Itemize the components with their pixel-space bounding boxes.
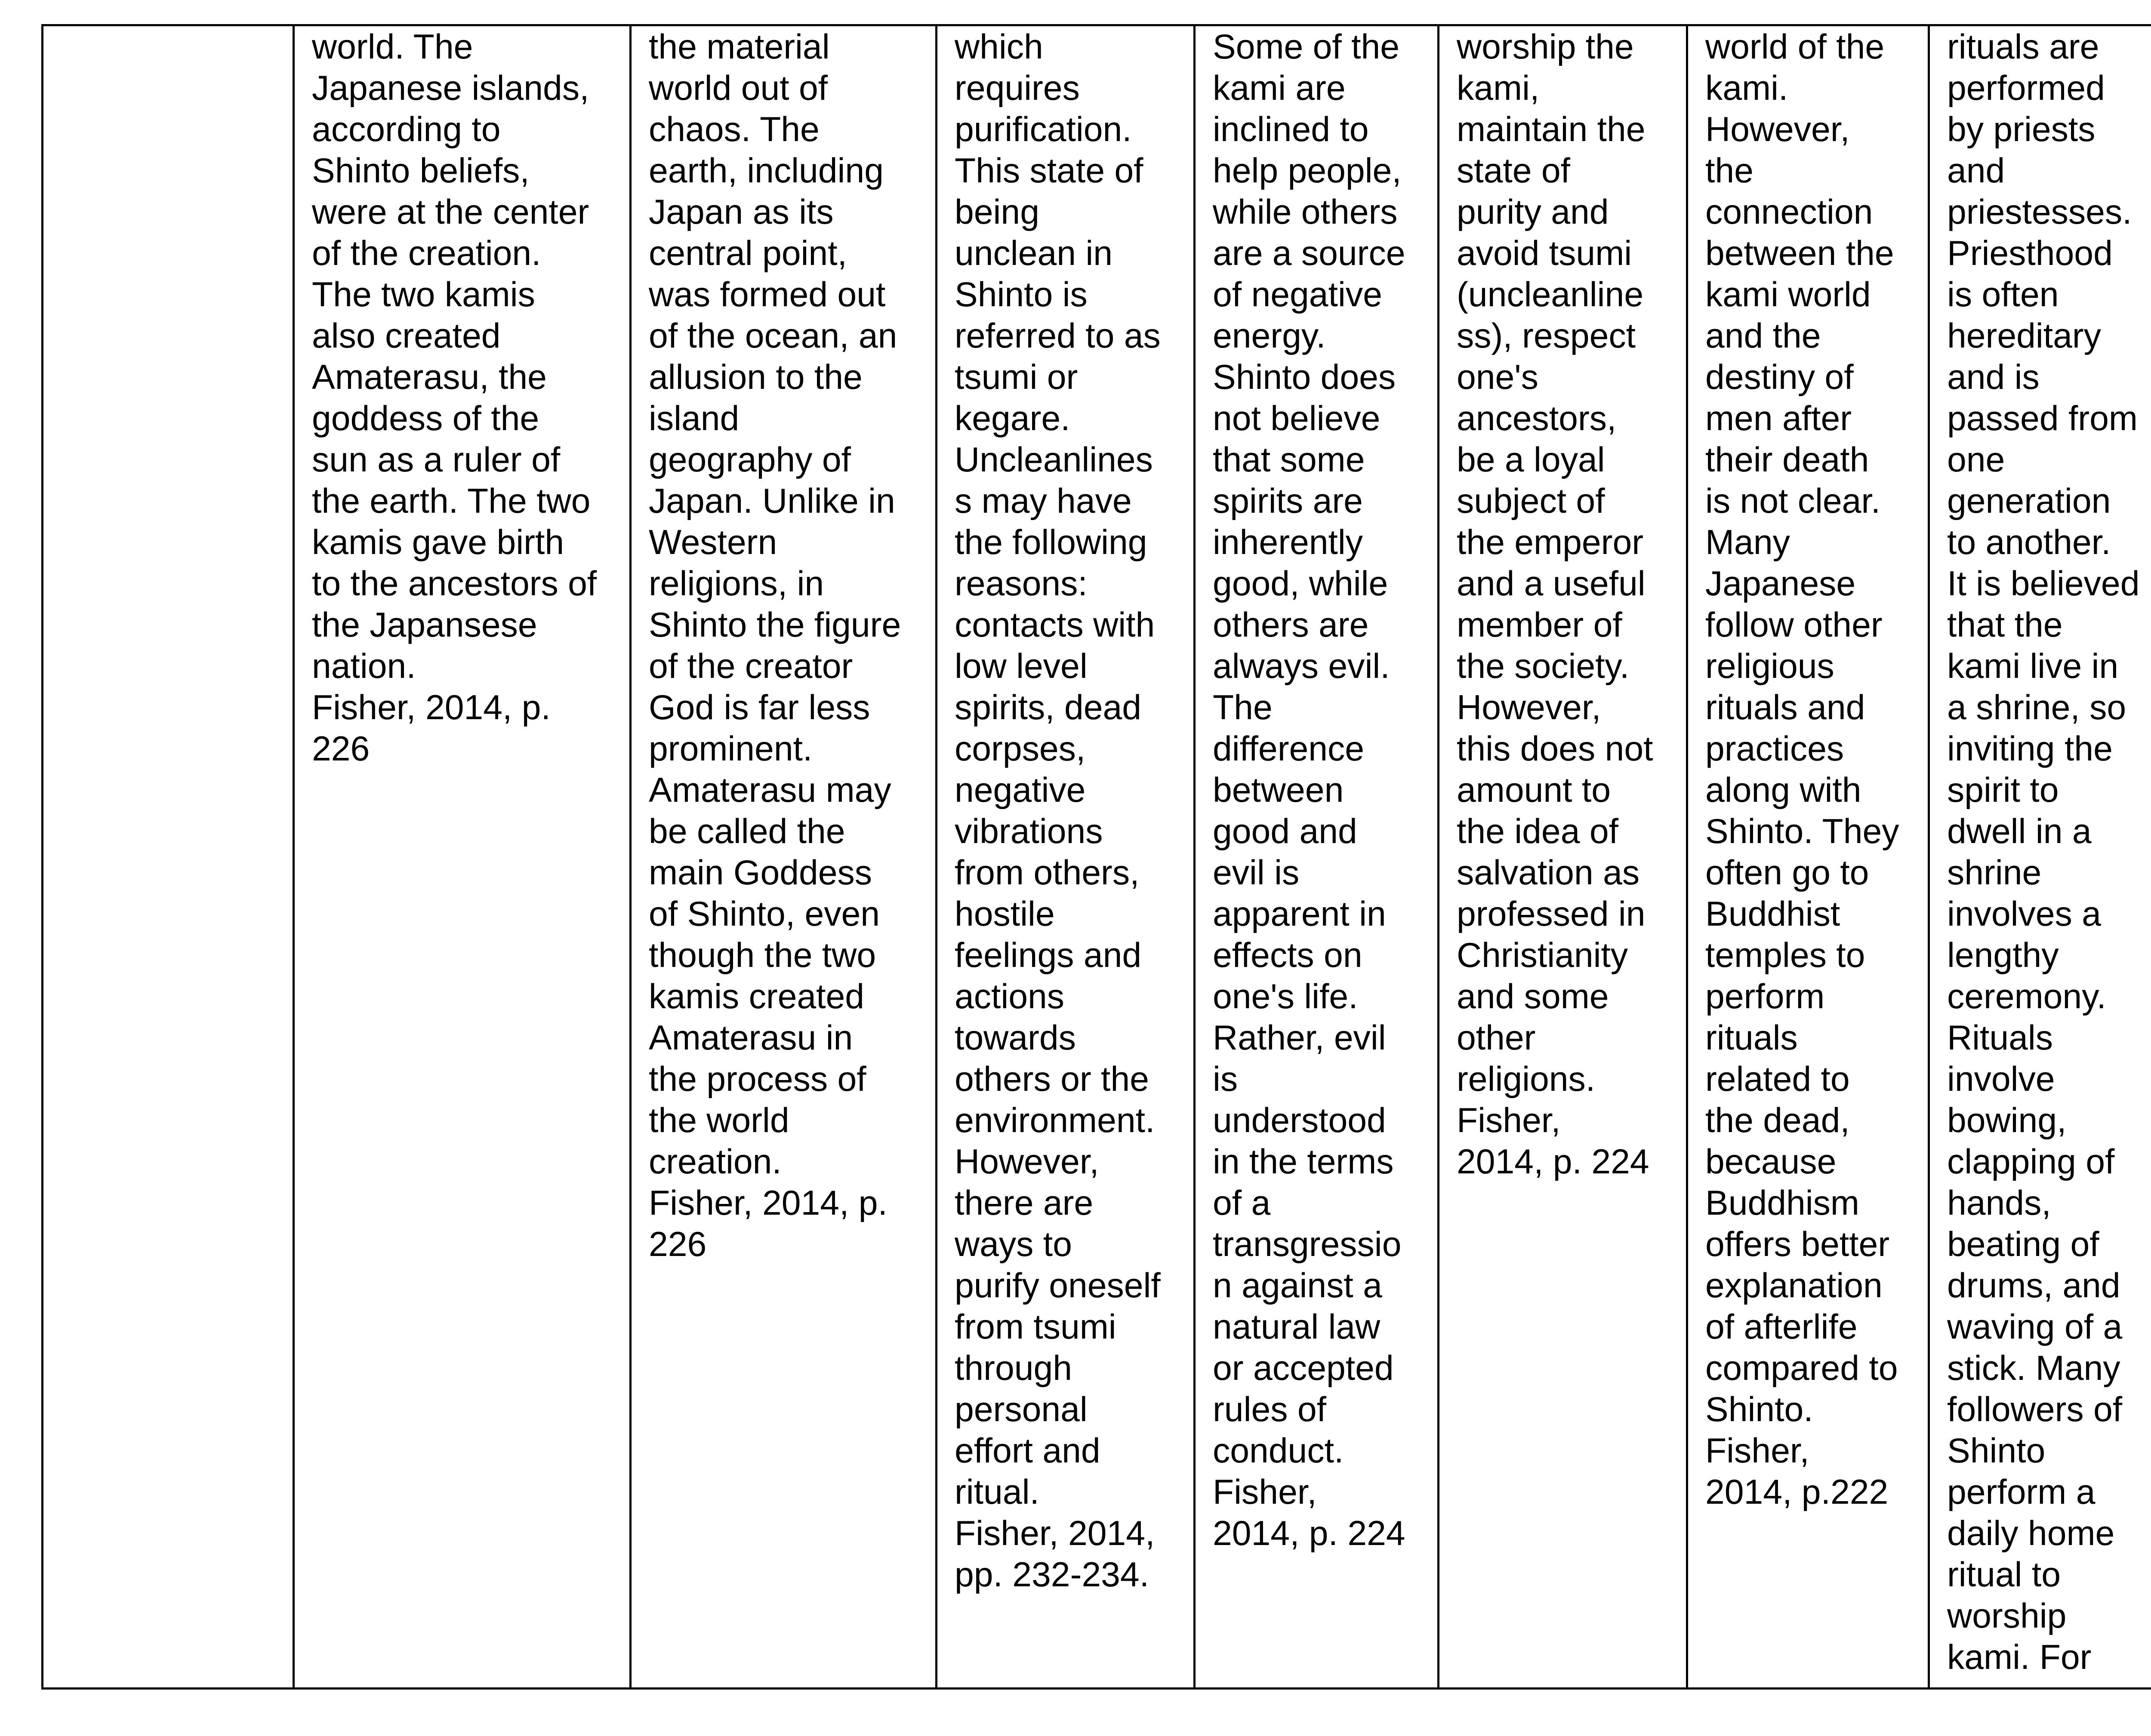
table-cell-col-8: rituals are performed by priests and priestesses. Priesthood is often hereditary and is passed from one generation to another. It is believed that the kami live in a shrine, so inviting the spirit to dwell in a shrine involves a lengthy ceremony. Rituals involve bowing, clapping of hands, beating of drums, and waving of a stick. Many followers of Shinto perform a daily home ritual to worship kami. For [1929,25,2151,1689]
table-cell-col-3: the material world out of chaos. The earth, including Japan as its central point, was formed out of the ocean, an allusion to the island geography of Japan. Unlike in Western religions, in Shinto the figure of the creator God is far less prominent. Amaterasu may be called the main Goddess of Shinto, even though the two kamis created Amaterasu in the process of the world creation. Fisher, 2014, p. 226 [631,25,937,1689]
table-cell-col-1 [43,25,294,1689]
table-row [43,25,2151,1689]
comparison-table [41,24,2151,1690]
table-cell-col-5: Some of the kami are inclined to help people, while others are a source of negative energy. Shinto does not believe that some spirits are inherently good, while others are always evil. The difference between good and evil is apparent in effects on one's life. Rather, evil is understood in the terms of a transgressio n against a natural law or accepted rules of conduct. Fisher, 2014, p. 224 [1195,25,1439,1689]
table-cell-col-7: world of the kami. However, the connection between the kami world and the destiny of men after their death is not clear. Many Japanese follow other religious rituals and practices along with Shinto. They often go to Buddhist temples to perform rituals related to the dead, because Buddhism offers better explanation of afterlife compared to Shinto. Fisher, 2014, p.222 [1687,25,1929,1689]
table-cell-col-6: worship the kami, maintain the state of purity and avoid tsumi (uncleanline ss), respect one's ancestors, be a loyal subject of the emperor and a useful member of the society. However, this does not amount to the idea of salvation as professed in Christianity and some other religions. Fisher, 2014, p. 224 [1439,25,1687,1689]
table-cell-col-2: world. The Japanese islands, according to Shinto beliefs, were at the center of the creation. The two kamis also created Amaterasu, the goddess of the sun as a ruler of the earth. The two kamis gave birth to the ancestors of the Japansese nation. Fisher, 2014, p. 226 [294,25,631,1689]
table-cell-col-4: which requires purification. This state of being unclean in Shinto is referred to as tsumi or kegare. Uncleanlines s may have the following reasons: contacts with low level spirits, dead corpses, negative vibrations from others, hostile feelings and actions towards others or the environment. However, there are ways to purify oneself from tsumi through personal effort and ritual. Fisher, 2014, pp. 232-234. [937,25,1195,1689]
